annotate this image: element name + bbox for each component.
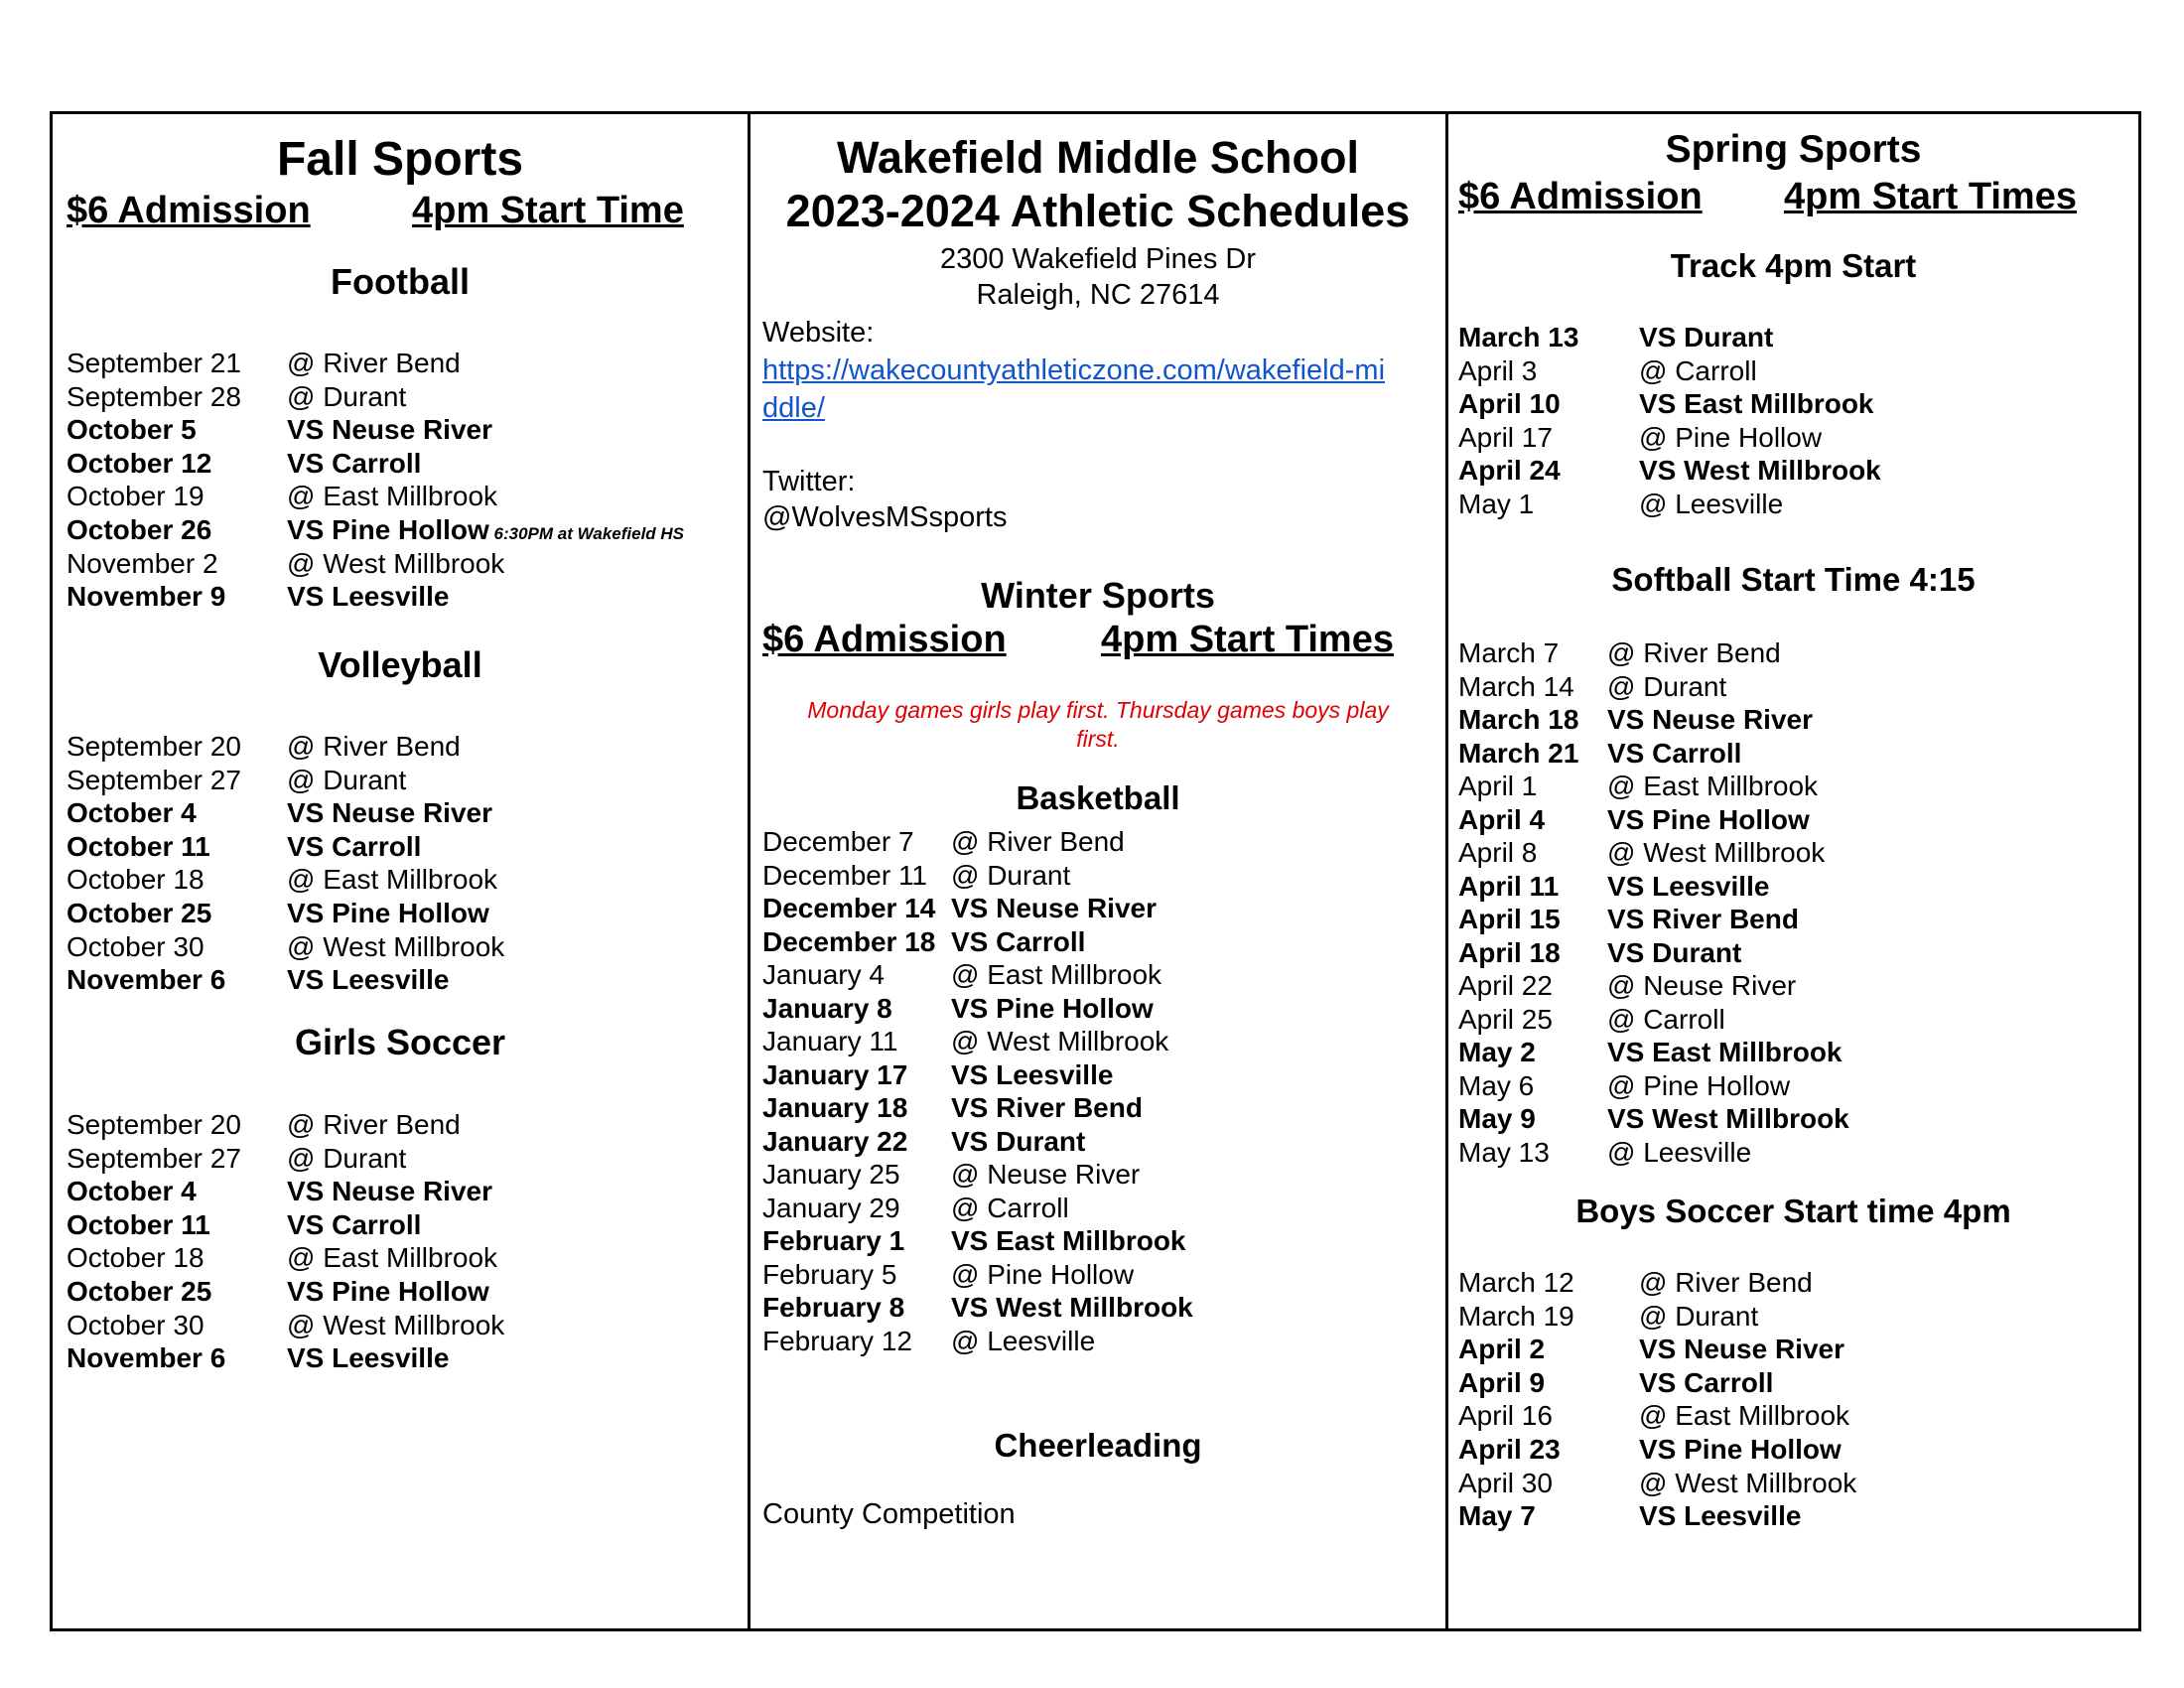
game-date: April 1 (1458, 771, 1538, 801)
schedule-row (1458, 703, 2094, 737)
game-date: February 12 (762, 1325, 912, 1356)
game-date: February 1 (762, 1225, 905, 1256)
game-date: April 22 (1458, 970, 1553, 1001)
schedule-row (762, 1125, 1398, 1159)
game-opponent: @ West Millbrook (287, 930, 505, 962)
game-opponent: VS Leesville (287, 964, 450, 996)
schedule-row (1458, 1266, 2094, 1300)
game-date: May 13 (1458, 1136, 1550, 1168)
schedule-row (67, 730, 702, 764)
schedule-row (1458, 454, 2094, 488)
schedule-row (67, 380, 702, 414)
game-date: October 30 (67, 1309, 205, 1340)
game-date: November 2 (67, 547, 218, 579)
game-opponent: @ West Millbrook (951, 1026, 1169, 1056)
game-opponent: @ Pine Hollow (951, 1258, 1135, 1290)
game-date: September 21 (67, 348, 241, 378)
winter-note-line-2: first. (1076, 726, 1120, 752)
schedule-row (1458, 803, 2094, 837)
game-opponent: @ River Bend (287, 348, 461, 378)
game-opponent: VS Neuse River (1639, 1334, 1844, 1365)
schedule-row (762, 925, 1398, 959)
game-date: April 9 (1458, 1366, 1546, 1398)
schedule-row (67, 1108, 702, 1142)
schedule-row (1458, 936, 2094, 970)
game-date: May 7 (1458, 1500, 1536, 1532)
schedule-row (67, 413, 702, 447)
game-opponent: VS Pine Hollow (951, 992, 1154, 1024)
schedule-row (1458, 387, 2094, 421)
game-date: April 24 (1458, 455, 1561, 487)
fall-column (53, 114, 748, 1628)
game-opponent: @ East Millbrook (287, 864, 498, 896)
game-date: March 18 (1458, 704, 1579, 735)
schedule-row (67, 1309, 702, 1342)
game-opponent: @ West Millbrook (1639, 1467, 1857, 1498)
game-date: March 19 (1458, 1300, 1574, 1332)
website-link[interactable]: https://wakecountyathleticzone.com/wakefield-mi (762, 354, 1386, 386)
girls-soccer-title: Girls Soccer (294, 1022, 506, 1062)
schedule-row (67, 863, 702, 897)
schedule-row (762, 825, 1398, 859)
schedule-row (1458, 354, 2094, 388)
schedule-row (762, 1091, 1398, 1125)
game-opponent: @ East Millbrook (1607, 771, 1819, 801)
game-opponent: @ Durant (287, 380, 407, 412)
game-opponent: VS Neuse River (951, 893, 1157, 923)
game-date: September 20 (67, 1109, 241, 1140)
schedule-row (1458, 903, 2094, 936)
schedule-row (67, 1241, 702, 1275)
game-date: December 14 (762, 893, 936, 923)
schedule-row (67, 796, 702, 830)
football-title: Football (331, 261, 470, 302)
game-date: April 4 (1458, 803, 1546, 835)
game-date: April 10 (1458, 388, 1561, 420)
game-date: October 4 (67, 797, 197, 829)
schedule-row (1458, 421, 2094, 455)
game-date: April 30 (1458, 1467, 1553, 1498)
game-date: October 11 (67, 830, 210, 862)
game-date: October 11 (67, 1208, 210, 1240)
game-opponent: @ Leesville (1607, 1136, 1752, 1168)
schedule-row (67, 963, 702, 997)
game-opponent: VS Pine Hollow (1607, 803, 1810, 835)
game-opponent: @ Leesville (951, 1325, 1096, 1356)
schedule-row (1458, 870, 2094, 904)
game-opponent: VS East Millbrook (1639, 388, 1874, 420)
game-date: October 25 (67, 1276, 212, 1307)
game-opponent: VS Pine Hollow (287, 1276, 489, 1307)
game-opponent: @ Durant (951, 859, 1071, 891)
game-opponent: VS West Millbrook (951, 1292, 1193, 1323)
cheerleading-text: County Competition (762, 1498, 1016, 1530)
game-date: March 7 (1458, 637, 1560, 668)
game-opponent: VS West Millbrook (1607, 1103, 1849, 1134)
game-date: October 18 (67, 1242, 205, 1274)
website-link-continued[interactable]: ddle/ (762, 392, 825, 424)
schedule-row (1458, 1399, 2094, 1433)
schedule-row (1458, 1499, 2094, 1533)
spring-title: Spring Sports (1665, 128, 1922, 171)
game-date: April 2 (1458, 1334, 1546, 1365)
game-opponent: @ Pine Hollow (1607, 1069, 1791, 1101)
game-opponent: VS Carroll (951, 925, 1086, 957)
schedule-row (67, 1142, 702, 1176)
game-opponent: @ Carroll (1639, 354, 1757, 386)
schedule-row (1458, 488, 2094, 521)
game-opponent: VS East Millbrook (951, 1225, 1186, 1256)
schedule-row (1458, 969, 2094, 1003)
game-opponent: @ East Millbrook (1639, 1400, 1850, 1432)
schedule-row (1458, 1433, 2094, 1467)
middle-column (751, 114, 1445, 1628)
track-title: Track 4pm Start (1670, 247, 1917, 284)
game-date: April 18 (1458, 936, 1561, 968)
schedule-row (762, 892, 1398, 925)
game-opponent: VS Pine Hollow (287, 898, 489, 928)
game-date: September 27 (67, 1142, 241, 1174)
schedule-row (67, 897, 702, 930)
game-opponent: @ Carroll (951, 1192, 1069, 1223)
winter-note (751, 696, 1445, 754)
game-opponent: @ East Millbrook (287, 1242, 498, 1274)
schedule-row (762, 1158, 1398, 1192)
game-date: April 15 (1458, 904, 1561, 934)
schedule-row (1458, 737, 2094, 771)
game-opponent: VS Pine Hollow (1639, 1434, 1842, 1465)
game-date: December 7 (762, 826, 914, 857)
softball-title: Softball Start Time 4:15 (1611, 561, 1976, 598)
game-opponent: VS Carroll (1607, 737, 1742, 769)
game-opponent: @ Durant (287, 1142, 407, 1174)
game-date: February 5 (762, 1258, 897, 1290)
schedule-row (762, 1192, 1398, 1225)
game-date: December 11 (762, 859, 928, 891)
game-date: April 16 (1458, 1400, 1553, 1432)
fall-title: Fall Sports (276, 133, 524, 186)
schedule-row (67, 347, 702, 380)
schedule-row (67, 513, 702, 547)
game-date: October 5 (67, 414, 197, 446)
game-date: November 6 (67, 964, 226, 996)
game-opponent: VS East Millbrook (1607, 1037, 1843, 1067)
schedule-row (762, 859, 1398, 893)
fall-admission: $6 Admission (67, 190, 311, 231)
game-opponent: @ East Millbrook (951, 959, 1162, 990)
game-date: October 25 (67, 898, 212, 928)
game-date: October 4 (67, 1176, 197, 1207)
winter-note-line-1: Monday games girls play first. Thursday games boys play (807, 697, 1389, 723)
boys-soccer-title: Boys Soccer Start time 4pm (1575, 1193, 2011, 1229)
game-date: December 18 (762, 925, 936, 957)
schedule-frame (50, 111, 2141, 1631)
winter-start-time: 4pm Start Times (1101, 619, 1394, 660)
schedule-row (1458, 1102, 2094, 1136)
game-date: April 25 (1458, 1003, 1553, 1035)
spring-admission: $6 Admission (1458, 176, 1703, 217)
schedule-row (1458, 1300, 2094, 1334)
schedule-row (1458, 670, 2094, 704)
game-opponent: @ Neuse River (1607, 970, 1797, 1001)
game-opponent: @ Durant (1607, 670, 1727, 702)
schedule-row (1458, 1003, 2094, 1037)
game-opponent: VS Leesville (1607, 870, 1770, 902)
game-opponent: VS Carroll (1639, 1366, 1774, 1398)
schedule-row (67, 447, 702, 481)
game-date: October 18 (67, 864, 205, 896)
address-line-2: Raleigh, NC 27614 (976, 279, 1220, 311)
schedule-row (762, 1258, 1398, 1292)
game-date: October 26 (67, 514, 212, 545)
game-date: September 20 (67, 731, 241, 762)
game-date: September 27 (67, 764, 241, 795)
game-opponent: VS Carroll (287, 1208, 422, 1240)
schedule-row (67, 1208, 702, 1242)
game-opponent: VS Durant (1607, 936, 1742, 968)
game-opponent: @ River Bend (287, 731, 461, 762)
game-opponent: VS Neuse River (287, 797, 492, 829)
schedule-row (67, 580, 702, 614)
game-opponent: @ Durant (1639, 1300, 1759, 1332)
game-date: February 8 (762, 1292, 905, 1323)
game-date: March 12 (1458, 1267, 1574, 1298)
address-line-1: 2300 Wakefield Pines Dr (939, 243, 1257, 275)
schedule-row (67, 480, 702, 513)
basketball-title: Basketball (1016, 779, 1180, 816)
game-opponent: VS Carroll (287, 830, 422, 862)
game-opponent: @ Pine Hollow (1639, 421, 1823, 453)
game-date: January 11 (762, 1026, 898, 1056)
game-date: January 4 (762, 959, 885, 990)
game-opponent: @ River Bend (951, 826, 1125, 857)
school-name: Wakefield Middle School (837, 132, 1359, 183)
fall-start-time: 4pm Start Time (412, 190, 684, 231)
game-opponent: VS Leesville (951, 1058, 1114, 1090)
game-date: April 8 (1458, 837, 1538, 868)
schedules-title: 2023-2024 Athletic Schedules (785, 186, 1411, 236)
schedule-row (762, 1058, 1398, 1092)
spring-start-time: 4pm Start Times (1784, 176, 2077, 217)
game-opponent: @ West Millbrook (287, 547, 505, 579)
game-opponent: VS Neuse River (287, 414, 492, 446)
schedule-row (1458, 1467, 2094, 1500)
schedule-row (762, 992, 1398, 1026)
schedule-row (67, 764, 702, 797)
schedule-row (1458, 770, 2094, 803)
game-date: October 19 (67, 481, 205, 512)
schedule-row (67, 1175, 702, 1208)
game-date: May 1 (1458, 489, 1535, 519)
game-date: April 11 (1458, 870, 1560, 902)
winter-admission: $6 Admission (762, 619, 1007, 660)
game-date: March 14 (1458, 670, 1574, 702)
game-opponent: @ River Bend (287, 1109, 461, 1140)
game-date: April 17 (1458, 421, 1553, 453)
game-opponent: VS River Bend (951, 1092, 1143, 1123)
schedule-row (1458, 1366, 2094, 1400)
schedule-row (67, 1275, 702, 1309)
game-date: January 29 (762, 1192, 900, 1223)
schedule-row (762, 1325, 1398, 1358)
schedule-row (67, 930, 702, 964)
game-opponent: VS River Bend (1607, 904, 1799, 934)
website-label: Website: (762, 317, 875, 349)
schedule-row (1458, 636, 2094, 670)
game-date: November 9 (67, 581, 226, 613)
game-opponent: @ Neuse River (951, 1159, 1141, 1190)
game-date: May 2 (1458, 1037, 1536, 1067)
schedule-row (1458, 836, 2094, 870)
game-date: October 30 (67, 930, 205, 962)
game-opponent: VS Carroll (287, 447, 422, 479)
schedule-row (67, 1341, 702, 1375)
schedule-row (67, 547, 702, 581)
game-opponent: VS Leesville (287, 581, 450, 613)
game-opponent: VS Neuse River (287, 1176, 492, 1207)
volleyball-title: Volleyball (318, 644, 482, 685)
twitter-label: Twitter: (762, 466, 856, 497)
schedule-row (67, 830, 702, 864)
schedule-row (1458, 1036, 2094, 1069)
game-date: March 13 (1458, 322, 1579, 352)
schedule-row (1458, 1069, 2094, 1103)
game-date: April 23 (1458, 1434, 1561, 1465)
game-date: January 17 (762, 1058, 908, 1090)
schedule-row (762, 1291, 1398, 1325)
game-opponent: VS Durant (951, 1125, 1086, 1157)
game-opponent: VS Leesville (1639, 1500, 1802, 1532)
schedule-row (1458, 1136, 2094, 1170)
game-opponent: VS Durant (1639, 322, 1774, 352)
game-opponent: @ River Bend (1639, 1267, 1813, 1298)
winter-title: Winter Sports (981, 575, 1215, 616)
game-date: September 28 (67, 380, 241, 412)
game-date: May 6 (1458, 1069, 1535, 1101)
cheerleading-title: Cheerleading (994, 1427, 1202, 1464)
spring-column (1448, 114, 2138, 1628)
twitter-handle: @WolvesMSsports (762, 501, 1008, 533)
game-date: January 22 (762, 1125, 908, 1157)
game-date: April 3 (1458, 354, 1538, 386)
schedule-row (1458, 321, 2094, 354)
game-opponent: VS Pine Hollow 6:30PM at Wakefield HS (287, 514, 685, 545)
game-opponent: @ Durant (287, 764, 407, 795)
game-opponent: @ East Millbrook (287, 481, 498, 512)
game-date: March 21 (1458, 737, 1579, 769)
game-opponent: @ Carroll (1607, 1003, 1725, 1035)
game-date: October 12 (67, 447, 212, 479)
game-opponent: VS West Millbrook (1639, 455, 1881, 487)
game-date: January 8 (762, 992, 892, 1024)
game-date: January 18 (762, 1092, 908, 1123)
game-date: May 9 (1458, 1103, 1536, 1134)
game-opponent: VS Leesville (287, 1342, 450, 1374)
schedule-row (762, 1224, 1398, 1258)
game-opponent: @ West Millbrook (1607, 837, 1826, 868)
schedule-row (762, 958, 1398, 992)
schedule-row (762, 1025, 1398, 1058)
game-opponent: @ River Bend (1607, 637, 1781, 668)
game-note: 6:30PM at Wakefield HS (488, 524, 685, 543)
game-date: November 6 (67, 1342, 226, 1374)
game-opponent: VS Neuse River (1607, 704, 1813, 735)
game-opponent: @ Leesville (1639, 489, 1784, 519)
schedule-row (1458, 1333, 2094, 1366)
game-date: January 25 (762, 1159, 900, 1190)
game-opponent: @ West Millbrook (287, 1309, 505, 1340)
